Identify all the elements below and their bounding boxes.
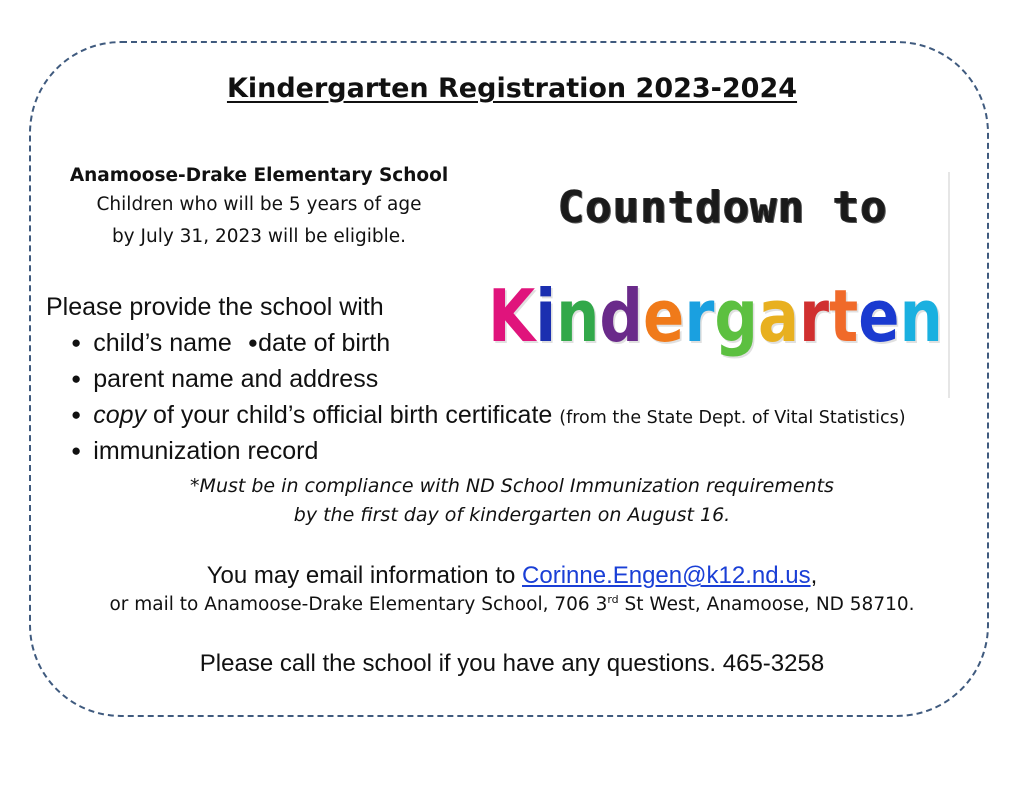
logo-letter: e — [643, 274, 685, 358]
item-copy-word: copy — [93, 401, 147, 429]
bullet-icon: ● — [71, 405, 82, 424]
list-item — [71, 365, 378, 394]
provide-intro: Please provide the school with — [46, 293, 384, 321]
item-date-of-birth: date of birth — [258, 329, 391, 357]
item-birth-certificate-note: (from the State Dept. of Vital Statistics) — [559, 408, 906, 428]
eligibility-line-2: by July 31, 2023 will be eligible. — [111, 226, 407, 247]
logo-countdown-text: Countdown to — [558, 182, 888, 233]
list-item — [71, 437, 318, 466]
email-line — [0, 562, 1024, 590]
item-immunization: immunization record — [93, 437, 319, 465]
bullet-icon: ● — [71, 369, 82, 388]
bullet-icon: ● — [71, 333, 82, 352]
logo-edge — [948, 172, 950, 398]
logo-letter: K — [488, 274, 536, 358]
logo-letter: n — [899, 274, 943, 358]
list-item — [71, 401, 906, 430]
logo-letter: g — [714, 274, 758, 358]
mail-ordinal: rd — [607, 593, 619, 606]
school-info — [46, 163, 472, 253]
item-child-name: child’s name — [93, 329, 232, 357]
email-suffix: , — [810, 562, 818, 589]
logo-letter: e — [858, 274, 900, 358]
eligibility-line-1: Children who will be 5 years of age — [96, 194, 422, 215]
item-parent-info: parent name and address — [93, 365, 379, 393]
logo-kindergarten-text — [488, 274, 943, 358]
logo-letter: r — [799, 274, 830, 358]
item-birth-certificate: of your child’s official birth certificate — [146, 401, 560, 429]
countdown-to-kindergarten-logo — [478, 166, 950, 398]
school-name: Anamoose-Drake Elementary School — [69, 165, 449, 186]
email-prefix: You may email information to — [206, 562, 523, 589]
mail-prefix: or mail to Anamoose-Drake Elementary School, 706 3 — [109, 594, 608, 616]
logo-letter: a — [757, 274, 800, 358]
logo-letter: d — [599, 274, 644, 358]
mail-suffix: St West, Anamoose, ND 58710. — [618, 594, 915, 616]
email-link[interactable]: Corinne.Engen@k12.nd.us — [522, 562, 811, 589]
list-item — [71, 329, 390, 358]
mailing-address — [0, 593, 1024, 615]
bullet-icon: ● — [71, 441, 82, 460]
immunization-note-line-1: *Must be in compliance with ND School Immunization requirements — [190, 475, 834, 497]
logo-letter: i — [535, 274, 557, 358]
logo-letter: r — [684, 274, 715, 358]
page-title: Kindergarten Registration 2023-2024 — [226, 73, 798, 104]
logo-letter: t — [829, 274, 859, 358]
bullet-icon: ● — [247, 333, 259, 352]
logo-letter: n — [556, 274, 600, 358]
call-line: Please call the school if you have any questions. 465-3258 — [199, 650, 825, 677]
immunization-note-line-2: by the first day of kindergarten on August 16. — [293, 504, 731, 526]
